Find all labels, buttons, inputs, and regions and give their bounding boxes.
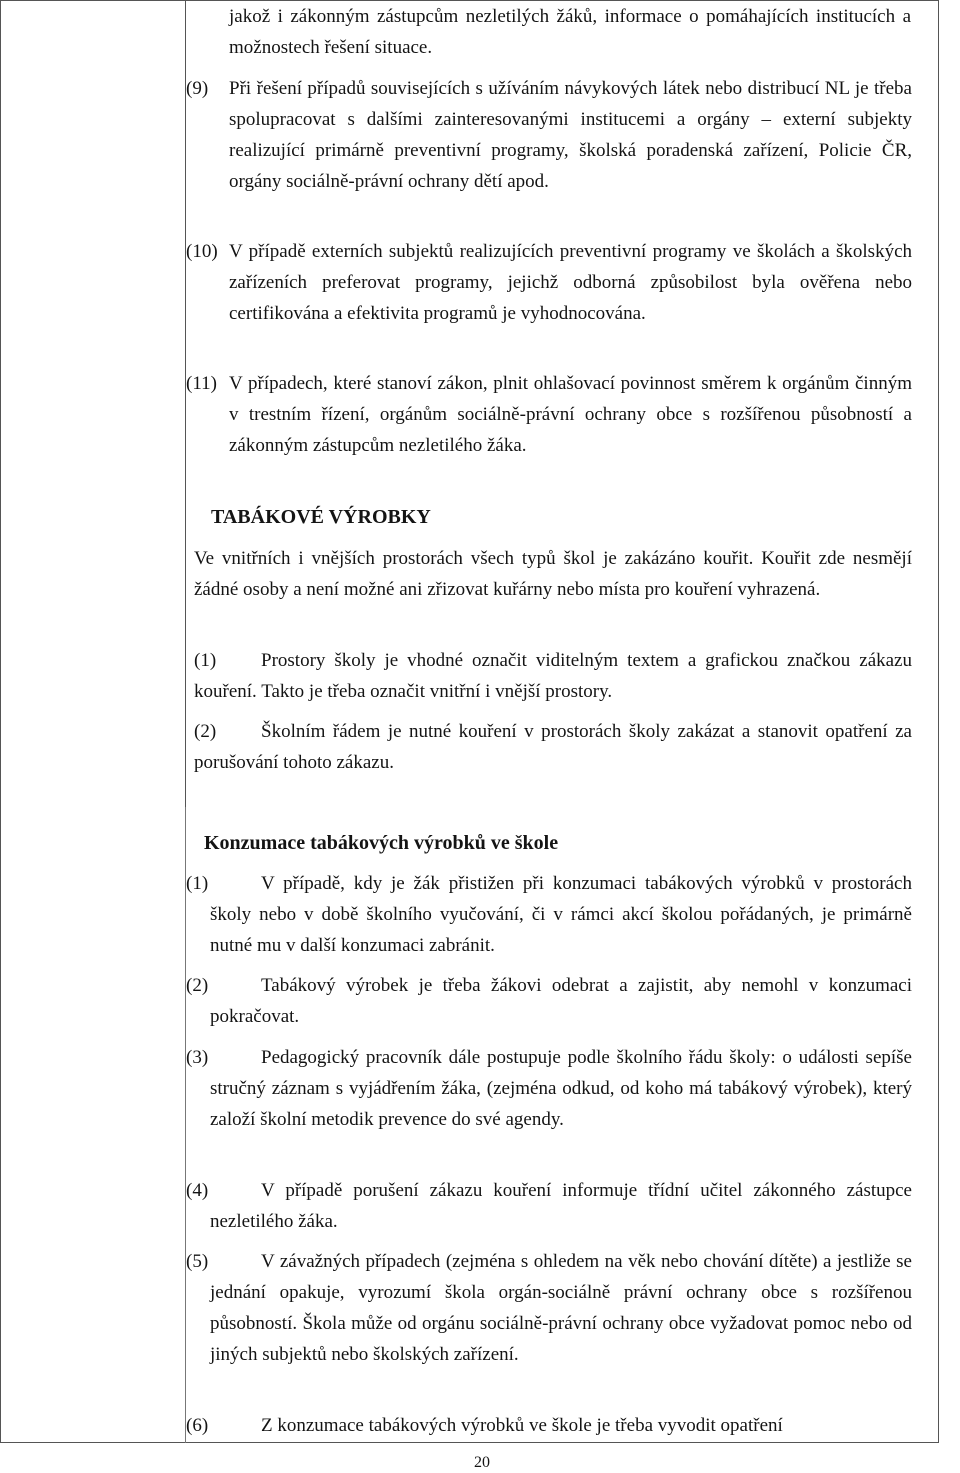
item-number: (11) (186, 373, 217, 394)
item-text: V případě porušení zákazu kouření informuje třídní učitel zákonného zástupce nezletilého žáka. (210, 1180, 912, 1232)
item-text: Prostory školy je vhodné označit viditelným textem a grafickou značkou zákazu kouření. Takto je třeba označit vnitřní i vnější prostory. (194, 650, 912, 702)
item-number: (10) (186, 241, 218, 262)
item-text: Při řešení případů souvisejících s užíváním návykových látek nebo distribucí NL je třeba spolupracovat s dalšími zainteresovanými institucemi a orgány – externí subjekty realizující primárně preventivní programy, školská poradenská zařízení, Policie ČR, orgány sociálně-právní ochrany dětí apod. (229, 78, 912, 192)
section-intro: Ve vnitřních i vnějších prostorách všech typů škol je zakázáno kouřit. Kouřit zde nesmějí žádné osoby a není možné ani zřizovat kuřárny nebo místa pro kouření vyhrazená. (194, 548, 912, 600)
item-text: Pedagogický pracovník dále postupuje podle školního řádu školy: o události sepíše stručný záznam s vyjádřením žáka, (zejména odkud, od koho má tabákový výrobek), který založí školní metodik prevence do své agendy. (210, 1047, 912, 1130)
item-number: (3) (186, 1047, 209, 1068)
item-text: V závažných případech (zejména s ohledem na věk nebo chování dítěte) a jestliže se jednání opakuje, vyrozumí škola orgán-sociálně právní ochrany obce s rozšířenou působností. Škola může od orgánu sociálně-právní ochrany obce vyžadovat pomoc nebo od jiných subjektů nebo školských zařízení. (210, 1251, 912, 1365)
item-number: (6) (186, 1415, 209, 1436)
item-text: Školním řádem je nutné kouření v prostorách školy zakázat a stanovit opatření za porušování tohoto zákazu. (194, 721, 912, 773)
item-number: (2) (194, 721, 217, 742)
item-number: (2) (186, 975, 209, 996)
item-number: (5) (186, 1251, 209, 1272)
item-number: (1) (186, 873, 209, 894)
page-number: 20 (474, 1454, 490, 1471)
section-heading: TABÁKOVÉ VÝROBKY (211, 506, 431, 528)
item-number: (4) (186, 1180, 209, 1201)
subsection-heading: Konzumace tabákových výrobků ve škole (204, 832, 559, 854)
item-number: (9) (186, 78, 209, 99)
item-text: V případě, kdy je žák přistižen při konzumaci tabákových výrobků v prostorách školy nebo v době školního vyučování, či v rámci akcí školou pořádaných, je primárně nutné mu v další konzumaci zabránit. (210, 873, 912, 956)
item-text: V případech, které stanoví zákon, plnit ohlašovací povinnost směrem k orgánům činným v trestním řízení, orgánům sociálně-právní ochrany obce s rozšířenou působností a zákonným zástupcům nezletilého žáka. (229, 373, 912, 456)
column-divider (185, 0, 186, 807)
column-divider-lower (185, 807, 186, 1443)
continuation-paragraph: jakož i zákonným zástupcům nezletilých žáků, informace o pomáhajících institucích a možnostech řešení situace. (229, 6, 911, 58)
item-text: Tabákový výrobek je třeba žákovi odebrat a zajistit, aby nemohl v konzumaci pokračovat. (210, 975, 912, 1027)
item-text: V případě externích subjektů realizujících preventivní programy ve školách a školských zařízeních preferovat programy, jejichž odborná způsobilost byla ověřena nebo certifikována a efektivita programů je vyhodnocována. (229, 241, 912, 324)
item-text: Z konzumace tabákových výrobků ve škole je třeba vyvodit opatření (261, 1415, 783, 1436)
item-number: (1) (194, 650, 217, 671)
